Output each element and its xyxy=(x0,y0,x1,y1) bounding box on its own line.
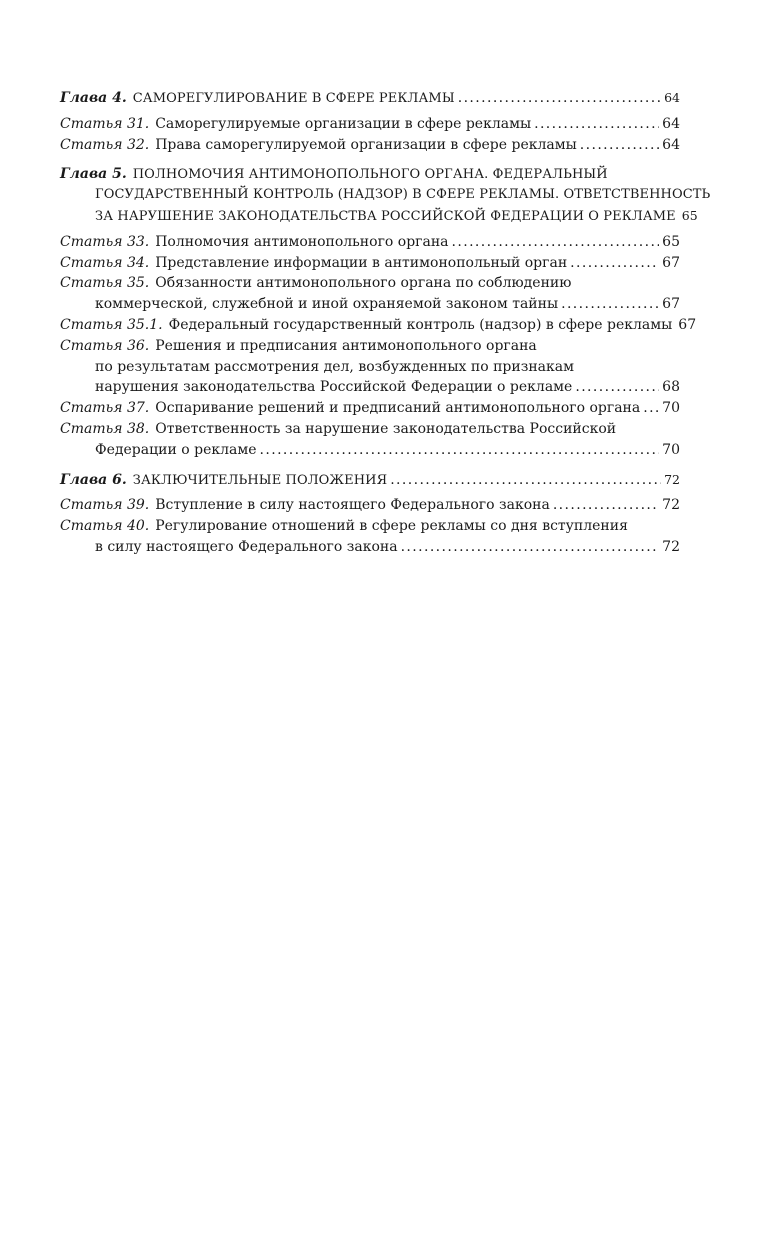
chapter-number: Глава 6. xyxy=(60,471,127,488)
toc-line xyxy=(60,273,680,294)
article-title: Федерации о рекламе xyxy=(95,441,257,458)
article-number: Статья 35. xyxy=(60,275,150,292)
toc-line xyxy=(60,206,698,227)
article-title: нарушения законодательства Российской Федерации о рекламе xyxy=(95,379,573,396)
article-number: Статья 36. xyxy=(60,337,150,354)
toc-line xyxy=(60,516,680,537)
page-number: 64 xyxy=(662,136,680,153)
article-title: Права саморегулируемой организации в сфере рекламы xyxy=(155,136,577,153)
toc-chapter[interactable] xyxy=(60,470,680,491)
toc-article[interactable] xyxy=(60,273,680,315)
toc-line xyxy=(60,377,680,398)
toc-article[interactable] xyxy=(60,419,680,461)
page-number: 68 xyxy=(662,379,680,396)
chapter-title: ЗАКЛЮЧИТЕЛЬНЫЕ ПОЛОЖЕНИЯ xyxy=(132,472,388,488)
toc-line xyxy=(60,253,680,274)
article-title: по результатам рассмотрения дел, возбужденных по признакам xyxy=(95,358,574,375)
dot-leader xyxy=(458,88,661,109)
toc-article[interactable] xyxy=(60,135,680,156)
toc-line xyxy=(60,185,711,206)
toc-article[interactable] xyxy=(60,516,680,558)
article-title: Саморегулируемые организации в сфере рекламы xyxy=(155,115,532,132)
toc-article[interactable] xyxy=(60,253,680,274)
dot-leader xyxy=(390,470,661,491)
toc-chapter[interactable] xyxy=(60,88,680,109)
toc-article[interactable] xyxy=(60,232,680,253)
article-title: Федеральный государственный контроль (надзор) в сфере рекламы xyxy=(168,316,673,333)
article-title: Полномочия антимонопольного органа xyxy=(155,233,449,250)
dot-leader xyxy=(643,398,659,419)
article-title: Обязанности антимонопольного органа по соблюдению xyxy=(155,275,572,292)
dot-leader xyxy=(553,495,659,516)
page-number: 64 xyxy=(662,115,680,132)
article-title: Оспаривание решений и предписаний антимонопольного органа xyxy=(155,400,641,417)
toc-line xyxy=(60,114,680,135)
article-title: в силу настоящего Федерального закона xyxy=(95,538,398,555)
page-number: 70 xyxy=(662,441,680,458)
toc-line xyxy=(60,419,680,440)
toc-line xyxy=(60,88,680,109)
dot-leader xyxy=(260,440,660,461)
dot-leader xyxy=(401,537,660,558)
toc-line xyxy=(60,294,680,315)
toc-article[interactable] xyxy=(60,114,680,135)
page-number: 72 xyxy=(662,538,680,555)
dot-leader xyxy=(575,377,659,398)
toc-article[interactable] xyxy=(60,315,697,336)
article-number: Статья 34. xyxy=(60,254,150,271)
toc-article[interactable] xyxy=(60,398,680,419)
article-number: Статья 31. xyxy=(60,115,150,132)
page-number: 64 xyxy=(664,90,680,105)
page-number: 72 xyxy=(662,497,680,514)
article-title: Представление информации в антимонопольный орган xyxy=(155,254,568,271)
page-number: 67 xyxy=(678,316,697,333)
toc-line xyxy=(60,537,680,558)
toc-line xyxy=(60,440,680,461)
article-title: Вступление в силу настоящего Федерального закона xyxy=(155,497,550,514)
dot-leader xyxy=(452,232,660,253)
chapter-number: Глава 5. xyxy=(60,166,127,183)
page-number: 65 xyxy=(662,233,680,250)
article-number: Статья 37. xyxy=(60,400,150,417)
dot-leader xyxy=(570,253,659,274)
article-number: Статья 38. xyxy=(60,420,150,437)
article-title: коммерческой, служебной и иной охраняемой законом тайны xyxy=(95,296,559,313)
article-title: Решения и предписания антимонопольного органа xyxy=(155,337,537,354)
toc-line xyxy=(60,336,680,357)
page-number: 67 xyxy=(662,254,680,271)
page-number: 67 xyxy=(662,296,680,313)
page-number: 72 xyxy=(664,471,680,487)
dot-leader xyxy=(561,294,659,315)
toc-chapter[interactable] xyxy=(60,164,711,226)
toc-line xyxy=(60,135,680,156)
toc-line xyxy=(60,398,680,419)
article-title: Ответственность за нарушение законодательства Российской xyxy=(155,420,617,437)
chapter-title: САМОРЕГУЛИРОВАНИЕ В СФЕРЕ РЕКЛАМЫ xyxy=(132,91,455,106)
article-number: Статья 33. xyxy=(60,233,150,250)
dot-leader xyxy=(580,135,659,156)
toc-article[interactable] xyxy=(60,495,680,516)
page-number: 65 xyxy=(681,207,698,223)
toc-line xyxy=(60,470,680,491)
page-number: 70 xyxy=(662,400,680,417)
article-number: Статья 40. xyxy=(60,518,150,535)
article-number: Статья 39. xyxy=(60,497,150,514)
article-number: Статья 32. xyxy=(60,136,150,153)
toc-line xyxy=(60,495,680,516)
toc-line xyxy=(60,315,697,336)
chapter-title: ЗА НАРУШЕНИЕ ЗАКОНОДАТЕЛЬСТВА РОССИЙСКОЙ ФЕДЕРАЦИИ О РЕКЛАМЕ xyxy=(95,208,676,224)
chapter-title: ГОСУДАРСТВЕННЫЙ КОНТРОЛЬ (НАДЗОР) В СФЕРЕ РЕКЛАМЫ. ОТВЕТСТВЕННОСТЬ xyxy=(95,187,711,203)
toc-line xyxy=(60,164,680,185)
toc-article[interactable] xyxy=(60,336,680,398)
toc-line xyxy=(60,232,680,253)
chapter-title: ПОЛНОМОЧИЯ АНТИМОНОПОЛЬНОГО ОРГАНА. ФЕДЕРАЛЬНЫЙ xyxy=(132,167,608,183)
chapter-number: Глава 4. xyxy=(60,90,127,106)
toc-line xyxy=(60,357,680,378)
article-number: Статья 35.1. xyxy=(60,316,163,333)
article-title: Регулирование отношений в сфере рекламы со дня вступления xyxy=(155,518,628,535)
table-of-contents xyxy=(60,88,711,558)
dot-leader xyxy=(534,114,659,135)
